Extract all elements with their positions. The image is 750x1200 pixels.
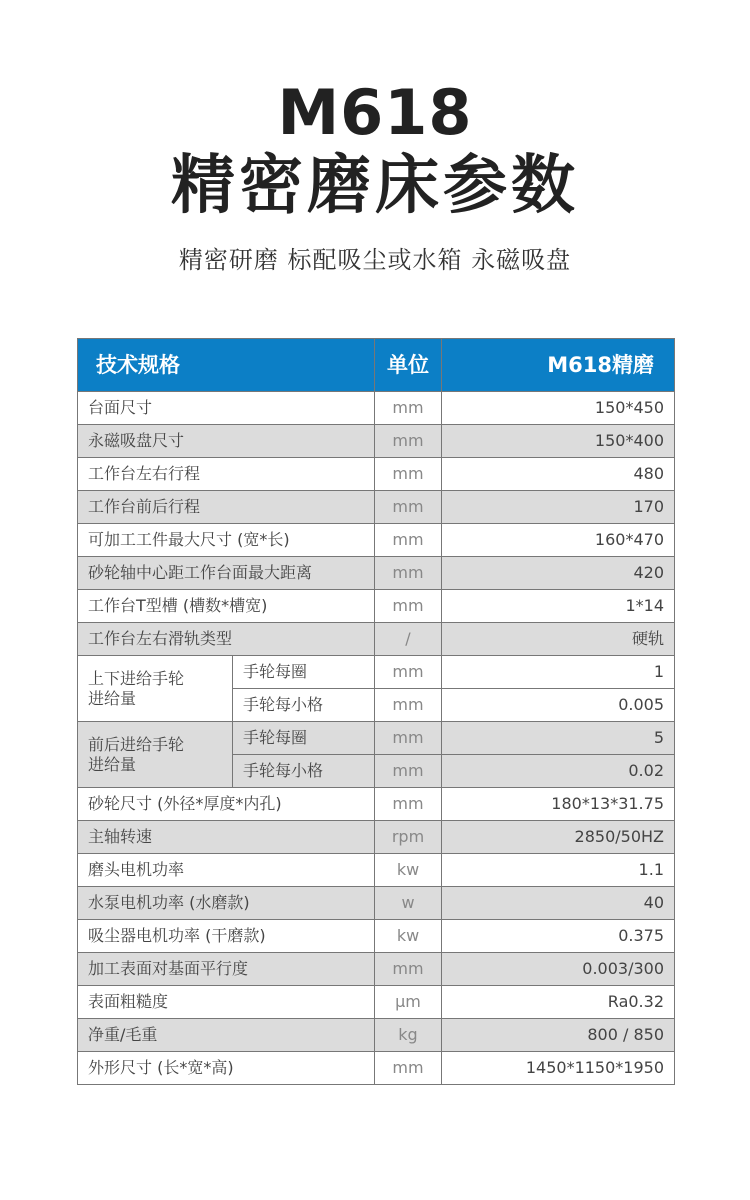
spec-value: 170 [442, 491, 675, 524]
table-row [78, 392, 675, 425]
feed-group-label-line1: 上下进给手轮 [88, 668, 185, 688]
table-row [78, 458, 675, 491]
table-row [78, 986, 675, 1019]
spec-unit: mm [375, 656, 442, 689]
spec-value: 40 [442, 887, 675, 920]
spec-unit: mm [375, 524, 442, 557]
page-title: 精密磨床参数 [171, 149, 579, 223]
spec-unit: w [375, 887, 442, 920]
spec-name: 砂轮尺寸 (外径*厚度*内孔) [78, 788, 375, 821]
spec-value: 0.02 [442, 755, 675, 788]
spec-unit: mm [375, 1052, 442, 1085]
spec-unit: kw [375, 854, 442, 887]
table-row [78, 524, 675, 557]
spec-unit: kw [375, 920, 442, 953]
feed-group-label-line1: 前后进给手轮 [88, 734, 185, 754]
spec-value: 420 [442, 557, 675, 590]
spec-value: 0.003/300 [442, 953, 675, 986]
spec-value: 硬轨 [442, 623, 675, 656]
spec-unit: mm [375, 557, 442, 590]
spec-unit: mm [375, 458, 442, 491]
subtitle: 精密研磨 标配吸尘或水箱 永磁吸盘 [178, 246, 572, 274]
spec-value: Ra0.32 [442, 986, 675, 1019]
spec-name: 工作台左右滑轨类型 [78, 623, 375, 656]
feed-sub-name: 手轮每小格 [233, 689, 375, 722]
spec-unit: mm [375, 491, 442, 524]
table-header-row [78, 339, 675, 392]
spec-unit: mm [375, 689, 442, 722]
spec-unit: kg [375, 1019, 442, 1052]
feed-group-label-line2: 进给量 [88, 688, 137, 708]
table-row [78, 953, 675, 986]
feed-sub-name: 手轮每圈 [233, 656, 375, 689]
spec-name: 净重/毛重 [78, 1019, 375, 1052]
spec-unit: mm [375, 392, 442, 425]
spec-value: 1450*1150*1950 [442, 1052, 675, 1085]
table-row [78, 722, 675, 755]
spec-name: 台面尺寸 [78, 392, 375, 425]
header-unit: 单位 [375, 339, 442, 392]
spec-unit: mm [375, 755, 442, 788]
spec-name: 加工表面对基面平行度 [78, 953, 375, 986]
spec-unit: mm [375, 425, 442, 458]
spec-value: 150*450 [442, 392, 675, 425]
spec-name: 表面粗糙度 [78, 986, 375, 1019]
spec-unit: / [375, 623, 442, 656]
table-row [78, 425, 675, 458]
spec-unit: μm [375, 986, 442, 1019]
table-row [78, 920, 675, 953]
spec-value: 1.1 [442, 854, 675, 887]
table-row [78, 590, 675, 623]
spec-name: 水泵电机功率 (水磨款) [78, 887, 375, 920]
spec-value: 180*13*31.75 [442, 788, 675, 821]
feed-group-label [78, 656, 233, 722]
spec-value: 2850/50HZ [442, 821, 675, 854]
spec-name: 外形尺寸 (长*宽*高) [78, 1052, 375, 1085]
table-row [78, 788, 675, 821]
spec-name: 吸尘器电机功率 (干磨款) [78, 920, 375, 953]
table-row [78, 623, 675, 656]
spec-name: 工作台前后行程 [78, 491, 375, 524]
spec-unit: mm [375, 953, 442, 986]
spec-name: 永磁吸盘尺寸 [78, 425, 375, 458]
spec-name: 砂轮轴中心距工作台面最大距离 [78, 557, 375, 590]
spec-unit: mm [375, 590, 442, 623]
feed-group-label-line2: 进给量 [88, 754, 137, 774]
spec-unit: mm [375, 722, 442, 755]
table-row [78, 887, 675, 920]
spec-value: 480 [442, 458, 675, 491]
spec-value: 160*470 [442, 524, 675, 557]
spec-value: 800 / 850 [442, 1019, 675, 1052]
spec-value: 0.005 [442, 689, 675, 722]
spec-unit: rpm [375, 821, 442, 854]
table-row [78, 854, 675, 887]
feed-sub-name: 手轮每圈 [233, 722, 375, 755]
spec-name: 可加工工件最大尺寸 (宽*长) [78, 524, 375, 557]
table-row [78, 557, 675, 590]
spec-name: 工作台T型槽 (槽数*槽宽) [78, 590, 375, 623]
table-row [78, 1019, 675, 1052]
model-title: M618 [277, 76, 473, 149]
spec-value: 1 [442, 656, 675, 689]
spec-name: 主轴转速 [78, 821, 375, 854]
table-row [78, 1052, 675, 1085]
spec-value: 1*14 [442, 590, 675, 623]
spec-name: 工作台左右行程 [78, 458, 375, 491]
table-row [78, 821, 675, 854]
header-model: M618精磨 [442, 339, 675, 392]
spec-value: 5 [442, 722, 675, 755]
spec-unit: mm [375, 788, 442, 821]
header-spec: 技术规格 [78, 339, 375, 392]
spec-name: 磨头电机功率 [78, 854, 375, 887]
spec-table [77, 338, 675, 1085]
feed-group-label [78, 722, 233, 788]
spec-value: 150*400 [442, 425, 675, 458]
table-row [78, 656, 675, 689]
spec-value: 0.375 [442, 920, 675, 953]
table-row [78, 491, 675, 524]
feed-sub-name: 手轮每小格 [233, 755, 375, 788]
